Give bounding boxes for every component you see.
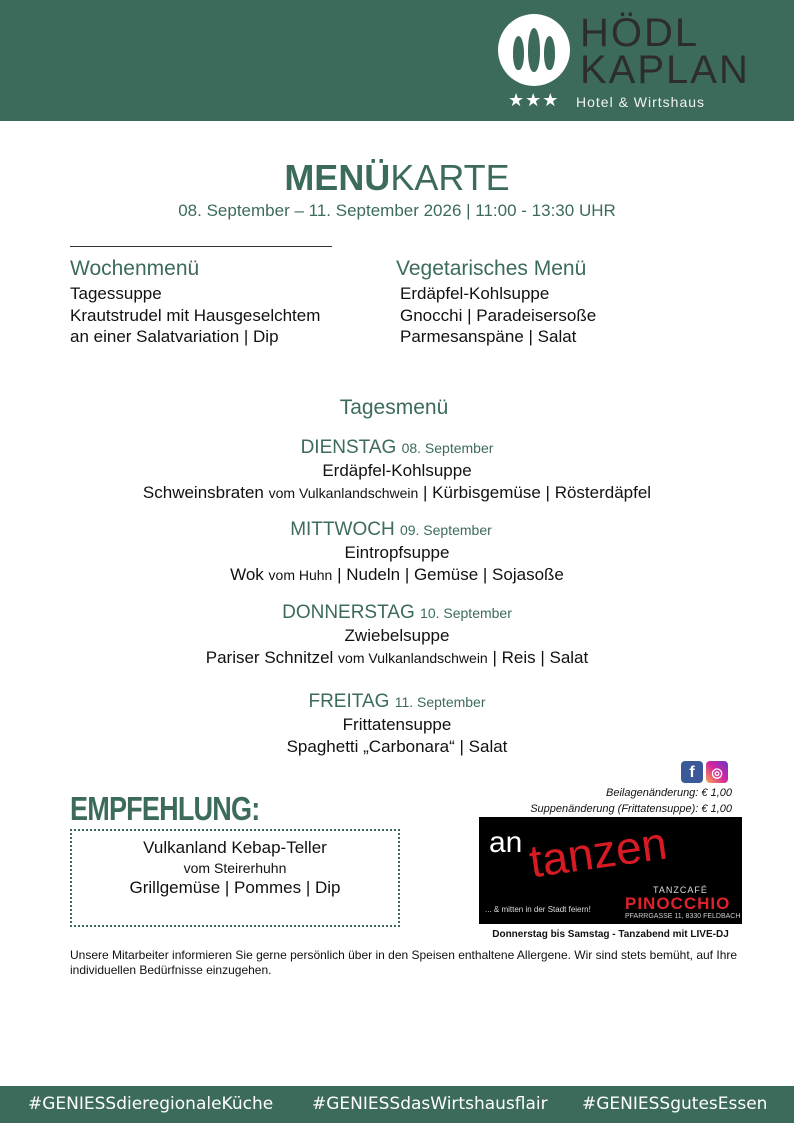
weekly-menu-line: Tagessuppe: [70, 284, 162, 303]
day-heading: [0, 602, 794, 624]
day-soup: Frittatensuppe: [342, 715, 452, 734]
main-dish: Spaghetti „Carbonara“ | Salat: [286, 737, 508, 756]
main-dish: Wok: [230, 565, 264, 584]
daily-menu-heading: Tagesmenü: [339, 396, 449, 419]
recommendation-origin: vom Steirerhuhn: [183, 860, 287, 876]
instagram-icon[interactable]: ◎: [706, 761, 728, 783]
title-rest: KARTE: [390, 157, 510, 198]
day-soup: Erdäpfel-Kohlsuppe: [322, 461, 472, 480]
day-main: [0, 565, 794, 585]
day-date: 10. September: [420, 605, 512, 621]
promo-an: an: [489, 826, 523, 859]
day-name: MITTWOCH: [290, 519, 395, 540]
day-main: [0, 648, 794, 668]
weekly-menu-line: Krautstrudel mit Hausgeselchtem: [70, 305, 321, 325]
recommendation-dish: Vulkanland Kebap-Teller: [143, 838, 327, 857]
day-main: [0, 737, 794, 757]
promo-address: PFARRGASSE 11, 8330 FELDBACH: [625, 913, 741, 920]
day-name: FREITAG: [308, 691, 390, 712]
recommendation-box: [70, 829, 400, 927]
vegetarian-menu-line: Gnocchi | Paradeisersoße: [400, 305, 597, 325]
weekly-menu-line: an einer Salatvariation | Dip: [70, 327, 279, 346]
main-origin: vom Vulkanlandschwein: [268, 485, 419, 501]
vegetarian-menu-line: Parmesanspäne | Salat: [400, 327, 577, 346]
footer-hashtag: #GENIESSgutesEssen: [582, 1094, 768, 1114]
day-date: 09. September: [399, 522, 492, 538]
promo-caption: Donnerstag bis Samstag - Tanzabend mit LIVE-DJ: [492, 929, 729, 940]
vegetarian-menu-line: Erdäpfel-Kohlsuppe: [400, 284, 550, 303]
tanzcafe-promo-banner: [479, 817, 742, 924]
logo-stars: ★★★: [508, 90, 560, 110]
facebook-icon[interactable]: f: [681, 761, 703, 783]
weekly-menu-heading: Wochenmenü: [70, 257, 200, 280]
main-sides: | Nudeln | Gemüse | Sojasoße: [337, 565, 564, 584]
promo-tanzen: tanzen: [526, 817, 671, 888]
day-main: [0, 483, 794, 503]
day-heading: [0, 691, 794, 713]
logo-text-line2: KAPLAN: [580, 48, 750, 92]
day-date: 11. September: [394, 694, 486, 710]
day-name: DIENSTAG: [300, 437, 397, 458]
day-date: 08. September: [401, 440, 494, 456]
day-soup: Zwiebelsuppe: [344, 626, 450, 645]
header-bar: [0, 0, 794, 121]
allergen-note: Unsere Mitarbeiter informieren Sie gerne persönlich über in den Speisen enthaltene Allergene. Wir sind stets bemüht, auf Ihre individuellen Bedürfnisse einzugehen.: [70, 948, 738, 977]
title-bold: MENÜ: [284, 157, 391, 198]
promo-tanzcafe: TANZCAFÉ: [653, 885, 708, 895]
logo-bowling-pins-icon: [498, 14, 570, 86]
day-name: DONNERSTAG: [282, 602, 415, 623]
main-dish: Pariser Schnitzel: [205, 648, 334, 667]
side-change-price: Beilagenänderung: € 1,00: [606, 787, 732, 799]
footer-bar: [0, 1086, 794, 1123]
recommendation-sides: Grillgemüse | Pommes | Dip: [129, 878, 341, 897]
footer-hashtag: #GENIESSdasWirtshausflair: [312, 1094, 548, 1114]
footer-hashtag: #GENIESSdieregionaleKüche: [28, 1094, 274, 1114]
weekly-menu-items: [70, 283, 320, 348]
day-soup: Eintropfsuppe: [344, 543, 450, 562]
main-sides: | Reis | Salat: [492, 648, 589, 667]
main-dish: Schweinsbraten: [142, 483, 264, 502]
main-sides: | Kürbisgemüse | Rösterdäpfel: [423, 483, 652, 502]
soup-change-price: Suppenänderung (Frittatensuppe): € 1,00: [530, 803, 732, 815]
main-origin: vom Huhn: [268, 567, 333, 583]
divider-line: [70, 246, 332, 247]
vegetarian-menu-heading: Vegetarisches Menü: [396, 257, 587, 280]
promo-pinocchio-logo: PINOCCHIO: [625, 894, 731, 913]
main-origin: vom Vulkanlandschwein: [338, 650, 488, 666]
recommendation-heading: EMPFEHLUNG:: [70, 790, 260, 827]
logo-text-line1: HÖDL: [580, 11, 700, 55]
logo-subtitle: Hotel & Wirtshaus: [576, 94, 706, 110]
day-heading: [0, 519, 788, 541]
date-range: 08. September – 11. September 2026 | 11:00 - 13:30 UHR: [178, 201, 616, 220]
vegetarian-menu-items: [400, 283, 596, 348]
day-heading: [0, 437, 794, 459]
page-title: [0, 158, 794, 198]
promo-tagline: ... & mitten in der Stadt feiern!: [485, 905, 591, 914]
